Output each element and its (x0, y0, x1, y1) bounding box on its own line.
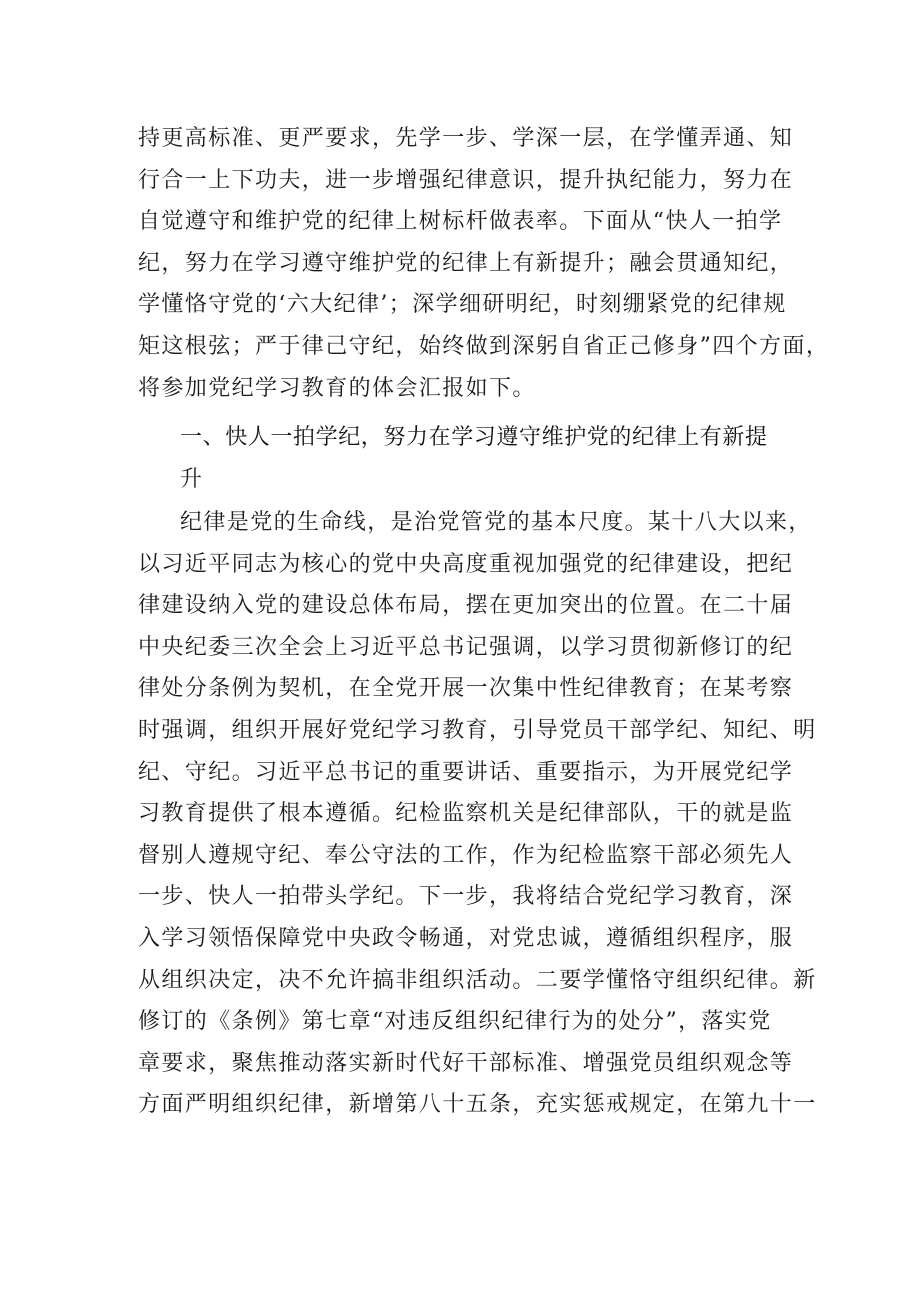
paragraph-line: 督别人遵规守纪、奉公守法的工作，作为纪检监察干部必须先人 (138, 842, 794, 868)
paragraph-line: 持更高标准、更严要求，先学一步、学深一层，在学懂弄通、知 (138, 126, 794, 151)
paragraph-line: 学懂恪守党的‘六大纪律’；深学细研明纪，时刻绷紧党的纪律规 (138, 292, 787, 318)
paragraph-line: 纪、守纪。习近平总书记的重要讲话、重要指示，为开展党纪学 (138, 759, 794, 785)
paragraph-line: 自觉遵守和维护党的纪律上树标杆做表率。下面从“快人一拍学 (138, 209, 783, 235)
paragraph-line: 纪，努力在学习遵守维护党的纪律上有新提升；融会贯通知纪， (138, 250, 794, 276)
paragraph-line: 入学习领悟保障党中央政令畅通，对党忠诚，遵循组织程序，服 (138, 925, 794, 951)
paragraph-line: 修订的《条例》第七章“对违反组织纪律行为的处分”，落实党 (138, 1009, 772, 1035)
section-body-paragraph (138, 502, 817, 1126)
paragraph-line: 从组织决定，决不允许搞非组织活动。二要学懂恪守组织纪律。新 (138, 967, 817, 993)
paragraph-line: 中央纪委三次全会上习近平总书记强调，以学习贯彻新修订的纪 (138, 634, 794, 660)
paragraph-line: 习教育提供了根本遵循。纪检监察机关是纪律部队，干的就是监 (138, 801, 794, 827)
paragraph-line: 律建设纳入党的建设总体布局，摆在更加突出的位置。在二十届 (138, 593, 794, 619)
paragraph-line: 行合一上下功夫，进一步增强纪律意识，提升执纪能力，努力在 (138, 167, 794, 193)
paragraph-line: 矩这根弦；严于律己守纪，始终做到深躬自省正己修身”四个方面， (138, 333, 830, 359)
paragraph-line: 方面严明组织纪律，新增第八十五条，充实惩戒规定，在第九十一 (138, 1092, 817, 1118)
paragraph-first-line: 纪律是党的生命线，是治党管党的基本尺度。某十八大以来， (180, 510, 812, 535)
section-heading-continuation: 升 (180, 467, 203, 492)
paragraph-line: 以习近平同志为核心的党中央高度重视加强党的纪律建设，把纪 (138, 551, 794, 577)
section-heading: 一、快人一拍学纪，努力在学习遵守维护党的纪律上有新提 (180, 425, 768, 450)
paragraph-line: 将参加党纪学习教育的体会汇报如下。 (138, 375, 536, 401)
paragraph-line: 律处分条例为契机，在全党开展一次集中性纪律教育；在某考察 (138, 676, 794, 702)
paragraph-line: 一步、快人一拍带头学纪。下一步，我将结合党纪学习教育，深 (138, 884, 794, 910)
paragraph-line: 章要求，聚焦推动落实新时代好干部标准、增强党员组织观念等 (138, 1050, 794, 1076)
paragraph-line: 时强调，组织开展好党纪学习教育，引导党员干部学纪、知纪、明 (138, 717, 817, 743)
intro-paragraph (138, 118, 830, 409)
